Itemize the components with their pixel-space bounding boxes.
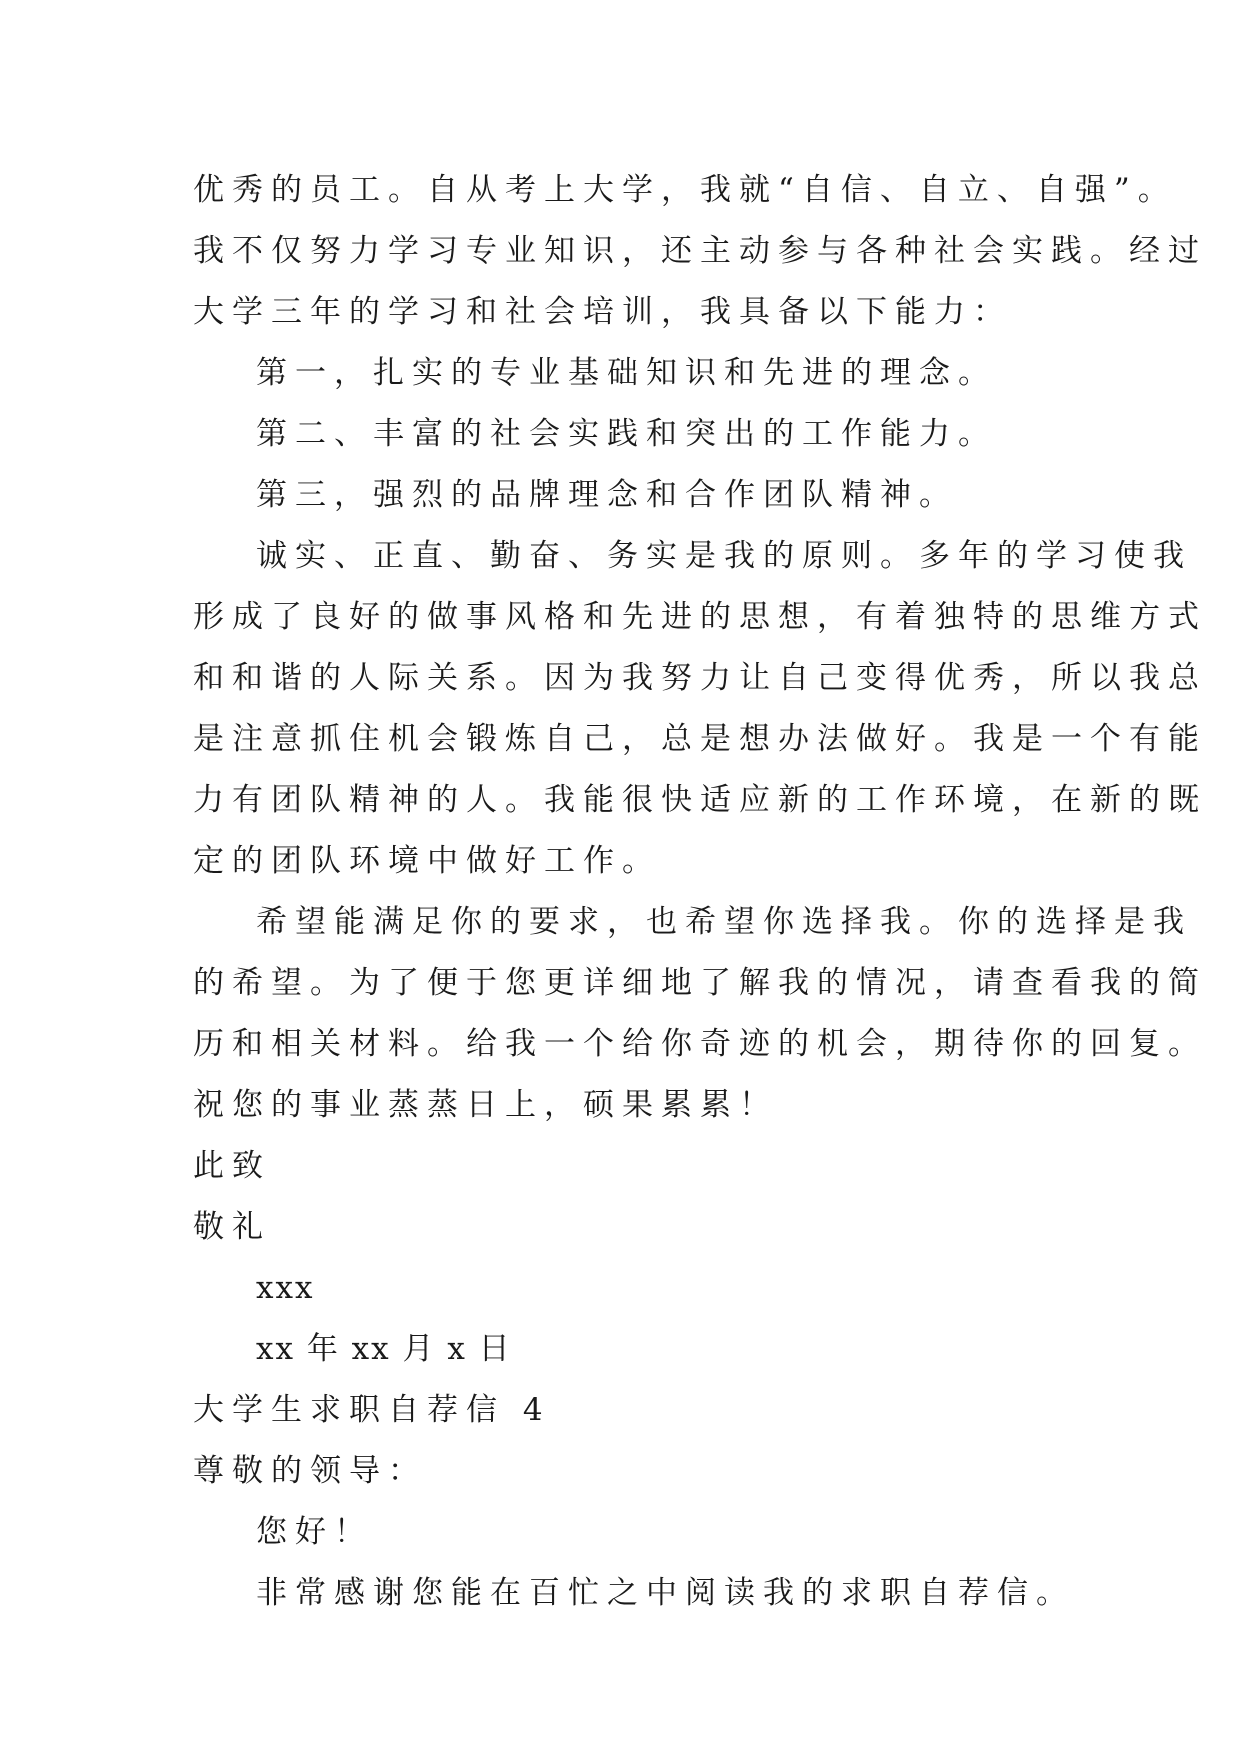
paragraph-line: 历和相关材料。给我一个给你奇迹的机会，期待你的回复。 bbox=[193, 1026, 1207, 1062]
paragraph-line: 是注意抓住机会锻炼自己，总是想办法做好。我是一个有能 bbox=[193, 721, 1207, 757]
paragraph-line: 祝您的事业蒸蒸日上，硕果累累！ bbox=[193, 1087, 778, 1123]
paragraph-line: 的希望。为了便于您更详细地了解我的情况，请查看我的简 bbox=[193, 965, 1207, 1001]
paragraph-line: 非常感谢您能在百忙之中阅读我的求职自荐信。 bbox=[256, 1575, 1075, 1611]
paragraph-line: 希望能满足你的要求，也希望你选择我。你的选择是我 bbox=[256, 904, 1192, 940]
signature-name: xxx bbox=[256, 1270, 315, 1306]
paragraph-line: 诚实、正直、勤奋、务实是我的原则。多年的学习使我 bbox=[256, 538, 1192, 574]
paragraph-line: 我不仅努力学习专业知识，还主动参与各种社会实践。经过 bbox=[193, 233, 1207, 269]
paragraph-line: 形成了良好的做事风格和先进的思想，有着独特的思维方式 bbox=[193, 599, 1207, 635]
ability-item-2: 第二、丰富的社会实践和突出的工作能力。 bbox=[256, 416, 997, 452]
paragraph-line: 优秀的员工。自从考上大学，我就“自信、自立、自强”。 bbox=[193, 172, 1177, 208]
paragraph-line: 力有团队精神的人。我能很快适应新的工作环境，在新的既 bbox=[193, 782, 1207, 818]
closing-salutation: 此致 bbox=[193, 1148, 271, 1184]
paragraph-line: 和和谐的人际关系。因为我努力让自己变得优秀，所以我总 bbox=[193, 660, 1207, 696]
ability-item-3: 第三，强烈的品牌理念和合作团队精神。 bbox=[256, 477, 958, 513]
closing-regards: 敬礼 bbox=[193, 1209, 271, 1245]
letter-greeting: 尊敬的领导： bbox=[193, 1453, 427, 1489]
paragraph-line: 定的团队环境中做好工作。 bbox=[193, 843, 661, 879]
paragraph-line: 大学三年的学习和社会培训，我具备以下能力： bbox=[193, 294, 1012, 330]
signature-date: xx 年 xx 月 x 日 bbox=[256, 1331, 512, 1367]
section-title: 大学生求职自荐信 4 bbox=[193, 1392, 551, 1428]
greeting-hello: 您好！ bbox=[256, 1514, 373, 1550]
ability-item-1: 第一，扎实的专业基础知识和先进的理念。 bbox=[256, 355, 997, 391]
letter-body bbox=[193, 160, 1207, 1624]
